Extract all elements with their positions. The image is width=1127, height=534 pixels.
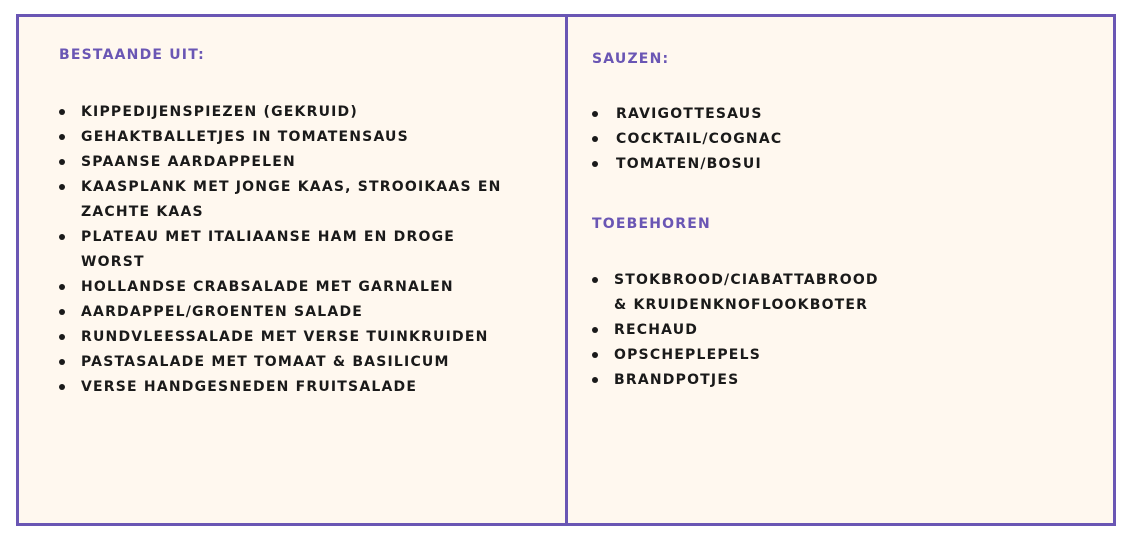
sauzen-list <box>590 102 782 177</box>
list-item <box>57 125 502 150</box>
list-item-text: STOKBROOD/CIABATTABROOD <box>614 272 879 288</box>
list-item-text-continued: & KRUIDENKNOFLOOKBOTER <box>614 297 869 313</box>
sauzen-heading: SAUZEN: <box>592 51 670 67</box>
list-item-text: RECHAUD <box>614 322 699 338</box>
list-item <box>590 102 782 127</box>
left-column <box>19 17 568 523</box>
list-item <box>57 275 502 300</box>
bestaande-uit-heading: BESTAANDE UIT: <box>59 47 205 63</box>
list-item-text: TOMATEN/BOSUI <box>616 156 762 172</box>
bestaande-uit-list <box>57 100 502 400</box>
list-item-text-continued: WORST <box>81 254 145 270</box>
list-item-text: PASTASALADE MET TOMAAT & BASILICUM <box>81 354 450 370</box>
toebehoren-heading: TOEBEHOREN <box>592 216 711 232</box>
list-item <box>590 127 782 152</box>
list-item-text: RUNDVLEESSALADE MET VERSE TUINKRUIDEN <box>81 329 489 345</box>
list-item-text-continued: ZACHTE KAAS <box>81 204 204 220</box>
list-item-text: HOLLANDSE CRABSALADE MET GARNALEN <box>81 279 454 295</box>
list-item-text: VERSE HANDGESNEDEN FRUITSALADE <box>81 379 418 395</box>
list-item <box>57 300 502 325</box>
list-item-text: OPSCHEPLEPELS <box>614 347 761 363</box>
list-item <box>590 268 879 318</box>
list-item-text: KIPPEDIJENSPIEZEN (GEKRUID) <box>81 104 358 120</box>
list-item-text: KAASPLANK MET JONGE KAAS, STROOIKAAS EN <box>81 179 502 195</box>
list-item-text: SPAANSE AARDAPPELEN <box>81 154 296 170</box>
list-item-text: BRANDPOTJES <box>614 372 740 388</box>
list-item <box>57 350 502 375</box>
toebehoren-list <box>590 268 879 393</box>
list-item <box>57 225 502 275</box>
right-column <box>568 17 1113 523</box>
list-item <box>590 152 782 177</box>
list-item <box>57 375 502 400</box>
list-item-text: COCKTAIL/COGNAC <box>616 131 783 147</box>
list-item-text: PLATEAU MET ITALIAANSE HAM EN DROGE <box>81 229 456 245</box>
list-item-text: RAVIGOTTESAUS <box>616 106 763 122</box>
list-item <box>57 100 502 125</box>
menu-card <box>16 14 1116 526</box>
list-item <box>590 343 879 368</box>
list-item <box>57 325 502 350</box>
list-item <box>590 318 879 343</box>
list-item <box>590 368 879 393</box>
list-item <box>57 175 502 225</box>
list-item-text: AARDAPPEL/GROENTEN SALADE <box>81 304 364 320</box>
list-item <box>57 150 502 175</box>
list-item-text: GEHAKTBALLETJES IN TOMATENSAUS <box>81 129 409 145</box>
